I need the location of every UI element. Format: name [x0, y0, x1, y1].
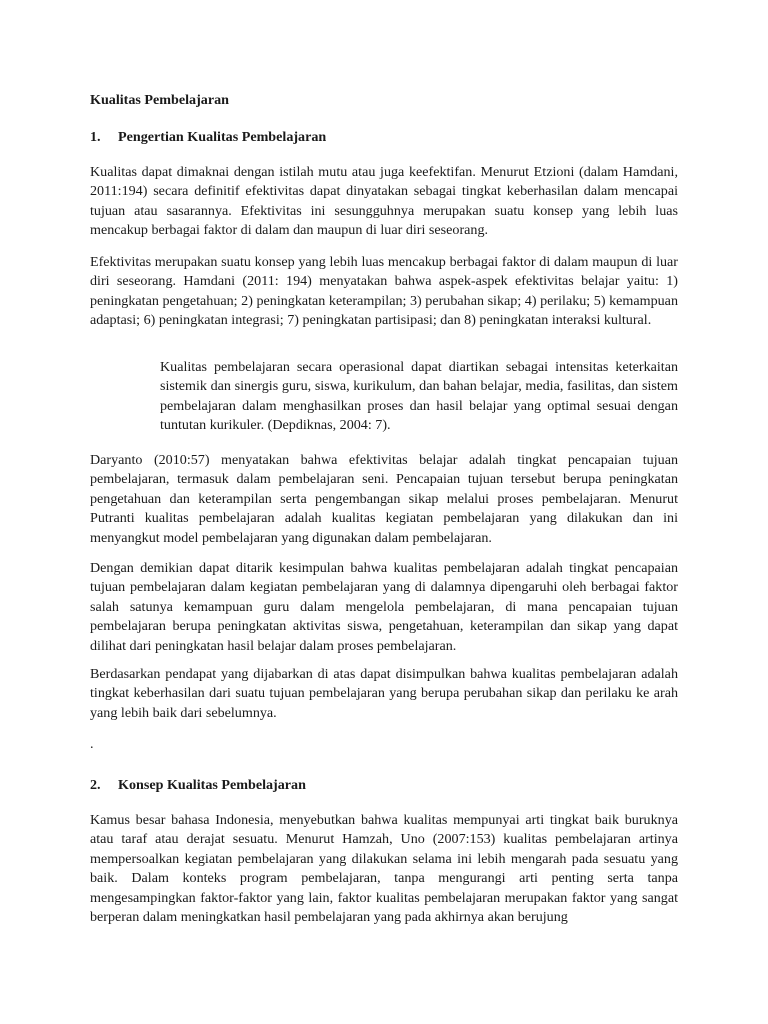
section-2-heading [90, 776, 678, 795]
document-title: Kualitas Pembelajaran [90, 92, 229, 108]
section-1-heading [90, 128, 678, 147]
stray-dot: . [90, 736, 94, 752]
paragraph: Daryanto (2010:57) menyatakan bahwa efektivitas belajar adalah tingkat pencapaian tujuan pembelajaran, termasuk dalam pembelajaran seni. Pencapaian tujuan tersebut berupa peningkatan pengetahuan dan keterampilan serta pengembangan sikap melalui proses pembelajaran. Menurut Putranti kualitas pembelajaran adalah kualitas kegiatan pembelajaran yang dilakukan dan ini menyangkut model pembelajaran yang digunakan dalam pembelajaran. [90, 452, 678, 546]
paragraph: Dengan demikian dapat ditarik kesimpulan bahwa kualitas pembelajaran adalah tingkat pencapaian tujuan pembelajaran dalam kegiatan pembelajaran yang di dalamnya dipengaruhi oleh berbagai faktor salah satunya kemampuan guru dalam mengelola pembelajaran, di mana pencapaian tujuan pembelajaran berupa peningkatan aktivitas siswa, pengetahuan, keterampilan dan sikap yang dapat dilihat dari peningkatan hasil belajar dalam proses pembelajaran. [90, 560, 678, 654]
block-quote: Kualitas pembelajaran secara operasional dapat diartikan sebagai intensitas keterkaitan sistemik dan sinergis guru, siswa, kurikulum, dan bahan belajar, media, fasilitas, dan sistem pembelajaran dalam menghasilkan proses dan hasil belajar yang optimal sesuai dengan tuntutan kurikuler. (Depdiknas, 2004: 7). [160, 359, 678, 434]
section-1-title: Pengertian Kualitas Pembelajaran [118, 129, 327, 145]
paragraph: Kualitas dapat dimaknai dengan istilah mutu atau juga keefektifan. Menurut Etzioni (dalam Hamdani, 2011:194) secara definitif efektivitas dapat dinyatakan sebagai tingkat keberhasilan dalam mencapai tujuan atau sasarannya. Efektivitas ini sesungguhnya merupakan suatu konsep yang lebih luas mencakup berbagai faktor di dalam dan maupun di luar diri seseorang. [90, 164, 678, 239]
section-1-number: 1. [90, 129, 101, 145]
paragraph: Berdasarkan pendapat yang dijabarkan di atas dapat disimpulkan bahwa kualitas pembelajaran adalah tingkat keberhasilan dari suatu tujuan pembelajaran yang berupa perubahan sikap dan perilaku ke arah yang lebih baik dari sebelumnya. [90, 666, 678, 721]
section-2-title: Konsep Kualitas Pembelajaran [118, 777, 306, 793]
section-2-number: 2. [90, 777, 101, 793]
paragraph: Efektivitas merupakan suatu konsep yang lebih luas mencakup berbagai faktor di dalam maupun di luar diri seseorang. Hamdani (2011: 194) menyatakan bahwa aspek-aspek efektivitas belajar yaitu: 1) peningkatan pengetahuan; 2) peningkatan keterampilan; 3) perubahan sikap; 4) perilaku; 5) kemampuan adaptasi; 6) peningkatan integrasi; 7) peningkatan partisipasi; dan 8) peningkatan interaksi kultural. [90, 254, 678, 329]
paragraph: Kamus besar bahasa Indonesia, menyebutkan bahwa kualitas mempunyai arti tingkat baik buruknya atau taraf atau derajat sesuatu. Menurut Hamzah, Uno (2007:153) kualitas pembelajaran artinya mempersoalkan kegiatan pembelajaran yang dilakukan selama ini lebih mengarah pada sesuatu yang baik. Dalam konteks program pembelajaran, tanpa mengurangi arti penting serta tanpa mengesampingkan faktor-faktor yang lain, faktor kualitas pembelajaran merupakan faktor yang sangat berperan dalam meningkatkan hasil pembelajaran yang pada akhirnya akan berujung [90, 812, 678, 926]
